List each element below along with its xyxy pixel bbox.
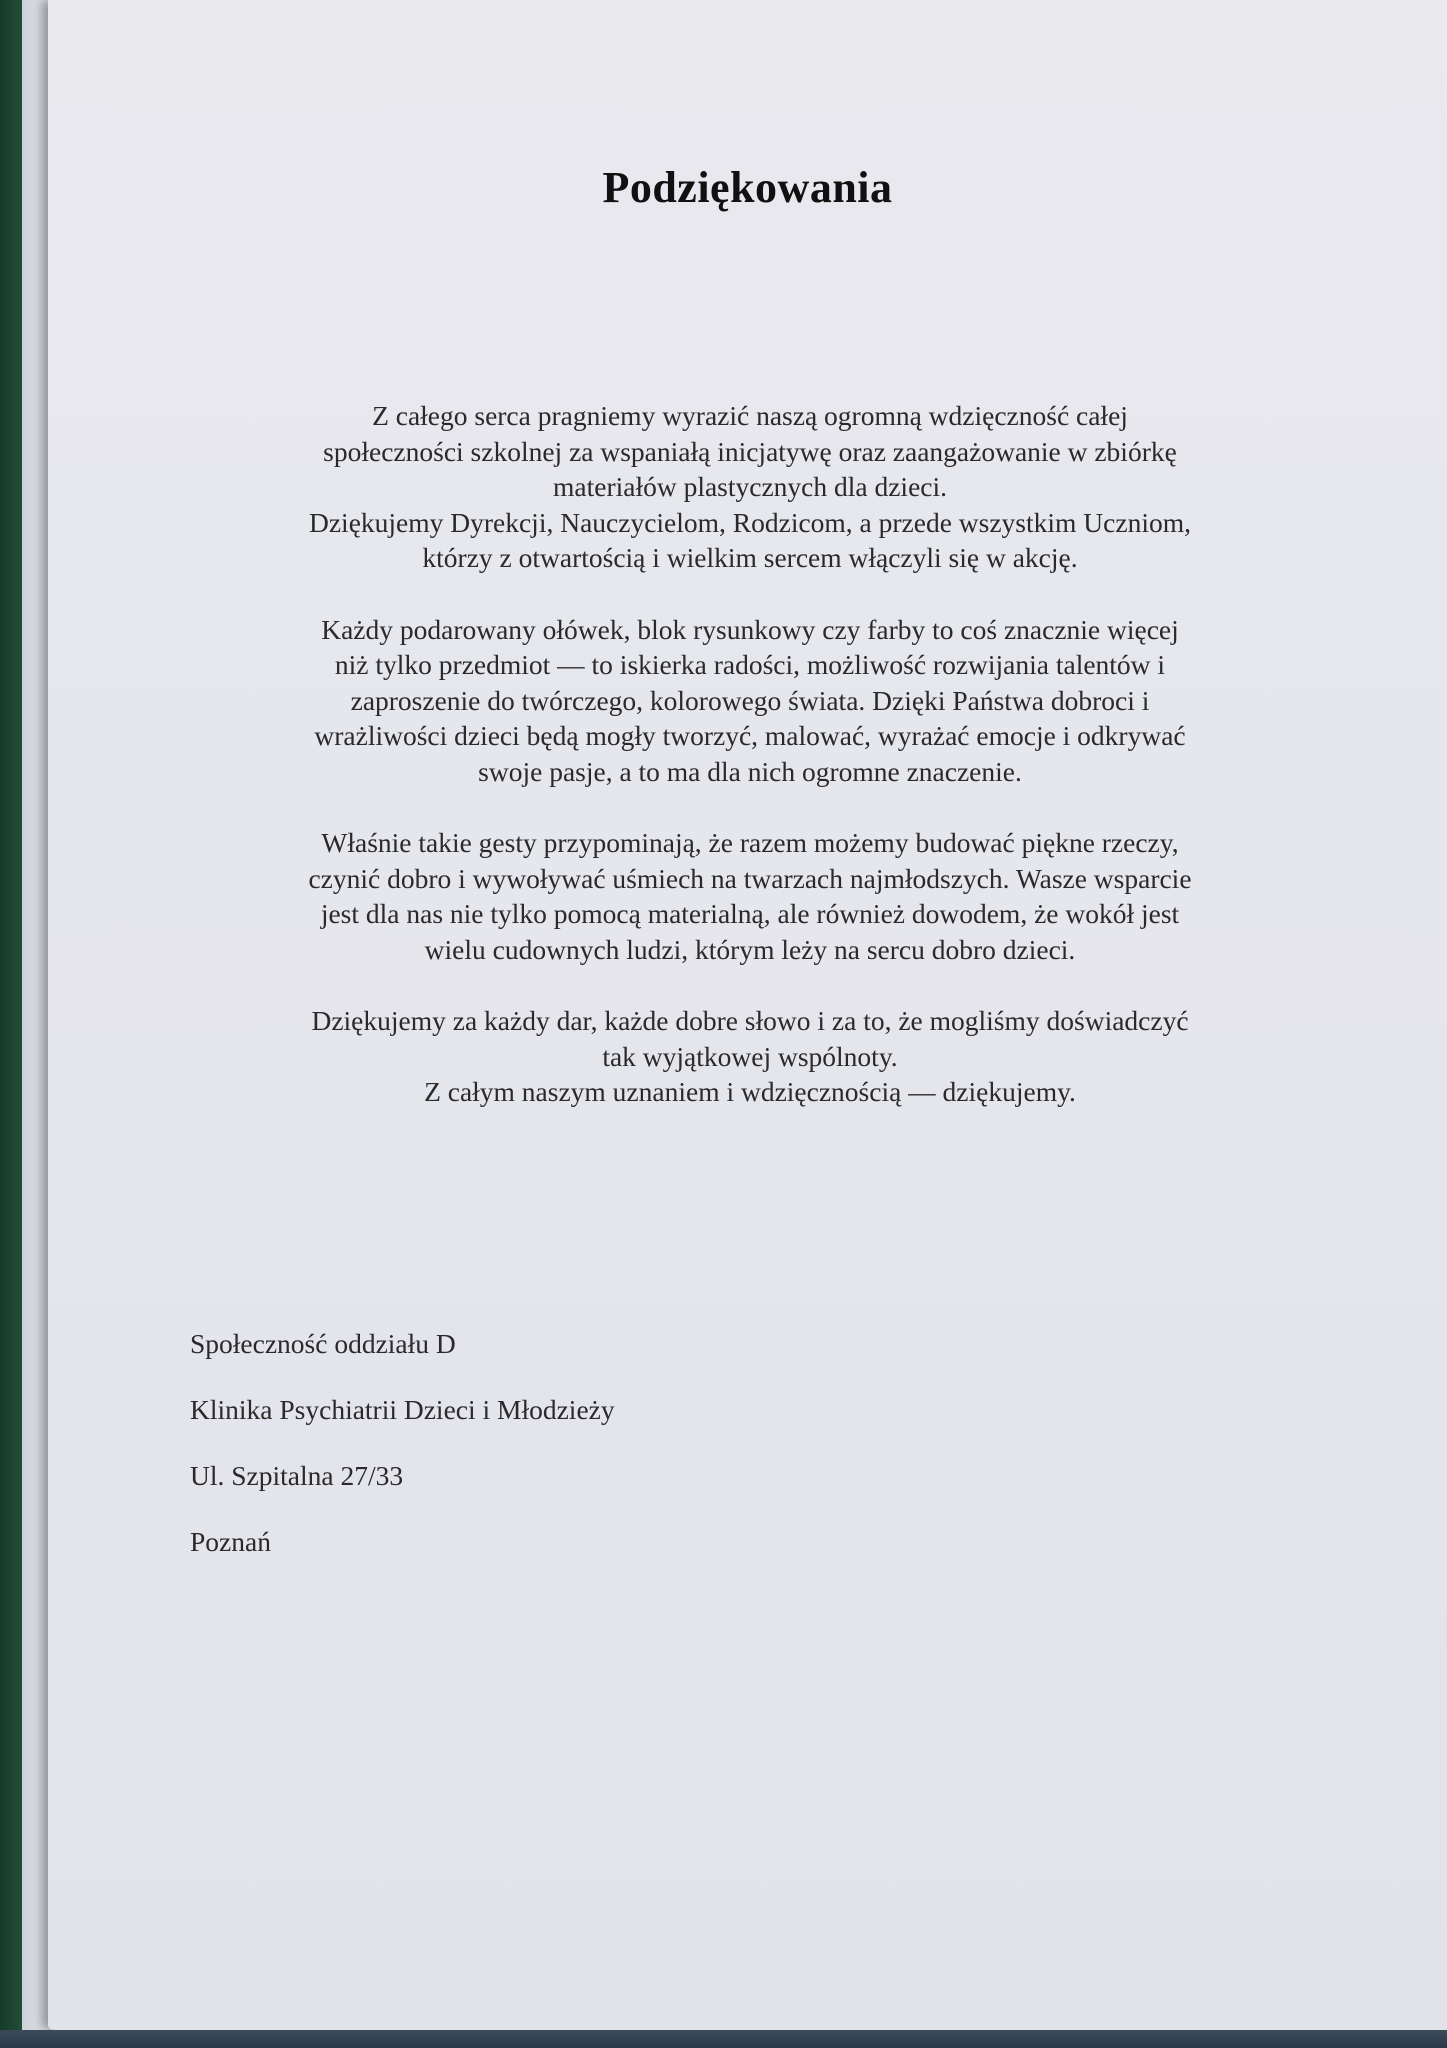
text-line: społeczności szkolnej za wspaniałą inicjatywę oraz zaangażowanie w zbiórkę: [323, 435, 1177, 467]
text-line: Z całego serca pragniemy wyrazić naszą ogromną wdzięczność całej: [372, 400, 1128, 431]
signature-block: [190, 1326, 615, 1590]
signature-street: Ul. Szpitalna 27/33: [190, 1460, 404, 1491]
text-line: Z całym naszym uznaniem i wdzięcznością — dziękujemy.: [424, 1076, 1076, 1107]
text-line: którzy z otwartością i wielkim sercem włączyli się w akcję.: [422, 542, 1078, 573]
paragraph-3: [160, 825, 1340, 967]
document-title: Podziękowania: [602, 163, 893, 212]
surface-below: [0, 2030, 1447, 2048]
signature-clinic: Klinika Psychiatrii Dzieci i Młodzieży: [190, 1394, 615, 1425]
paragraph-1: [160, 398, 1340, 576]
text-line: swoje pasje, a to ma dla nich ogromne znaczenie.: [478, 755, 1022, 787]
text-line: czynić dobro i wywoływać uśmiech na twarzach najmłodszych. Wasze wsparcie: [308, 862, 1192, 894]
paragraph-4: [160, 1003, 1340, 1110]
letter-body: [160, 398, 1340, 1146]
text-line: zaproszenie do twórczego, kolorowego świata. Dzięki Państwa dobroci i: [350, 684, 1150, 716]
text-line: wrażliwości dzieci będą mogły tworzyć, malować, wyrażać emocje i odkrywać: [314, 720, 1186, 751]
text-line: Każdy podarowany ołówek, blok rysunkowy czy farby to coś znacznie więcej: [321, 613, 1179, 645]
paragraph-2: [160, 612, 1340, 790]
text-line: wielu cudownych ludzi, którym leży na sercu dobro dzieci.: [424, 933, 1076, 965]
text-line: Właśnie takie gesty przypominają, że razem możemy budować piękne rzeczy,: [321, 827, 1179, 858]
text-line: tak wyjątkowej wspólnoty.: [602, 1040, 898, 1072]
text-line: jest dla nas nie tylko pomocą materialną, ale również dowodem, że wokół jest: [320, 898, 1180, 929]
text-line: Dziękujemy Dyrekcji, Nauczycielom, Rodzicom, a przede wszystkim Uczniom,: [308, 506, 1191, 538]
signature-city: Poznań: [190, 1526, 271, 1557]
signature-organization: Społeczność oddziału D: [190, 1328, 456, 1359]
text-line: Dziękujemy za każdy dar, każde dobre słowo i za to, że mogliśmy doświadczyć: [311, 1005, 1189, 1036]
text-line: niż tylko przedmiot — to iskierka radości, możliwość rozwijania talentów i: [334, 649, 1166, 680]
text-line: materiałów plastycznych dla dzieci.: [553, 471, 947, 502]
